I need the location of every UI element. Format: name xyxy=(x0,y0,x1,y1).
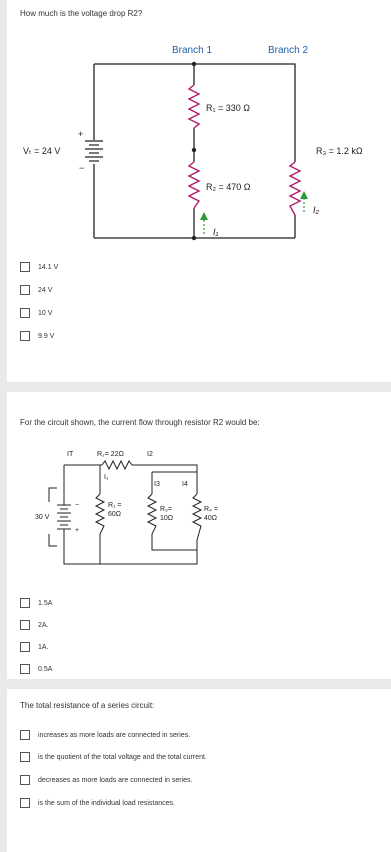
r1-label-top: R₁ = xyxy=(108,502,122,509)
answer-option[interactable] xyxy=(20,730,190,740)
question-text: How much is the voltage drop R2? xyxy=(20,9,143,18)
checkbox[interactable] xyxy=(20,798,30,808)
circuit-diagram-1 xyxy=(7,40,391,290)
battery-plus: + xyxy=(78,129,84,139)
i1-label: I₁ xyxy=(104,474,109,481)
current-arrow-i1 xyxy=(200,212,208,234)
option-label: 1A. xyxy=(38,643,49,651)
option-label: increases as more loads are connected in series. xyxy=(38,731,191,739)
i2-label: I₂ xyxy=(313,205,319,215)
battery-minus: − xyxy=(79,163,85,173)
r4-label-bottom: 40Ω xyxy=(204,515,218,522)
question-card-3 xyxy=(7,689,391,852)
junction-dot xyxy=(192,62,196,66)
option-label: 0.5A xyxy=(38,665,53,673)
r1-label-bottom: 60Ω xyxy=(108,511,122,518)
question-card-2 xyxy=(7,392,391,679)
answer-option[interactable] xyxy=(20,262,58,272)
checkbox[interactable] xyxy=(20,598,30,608)
answer-option[interactable] xyxy=(20,752,207,762)
checkbox[interactable] xyxy=(20,285,30,295)
battery-plus: + xyxy=(75,527,80,534)
checkbox[interactable] xyxy=(20,331,30,341)
answer-option[interactable] xyxy=(20,642,49,652)
junction-dot xyxy=(192,148,196,152)
option-label: 9.9 V xyxy=(38,332,55,340)
branch1-label: Branch 1 xyxy=(172,45,213,56)
answer-option[interactable] xyxy=(20,598,52,608)
option-label: 1.5A xyxy=(38,599,53,607)
option-label: decreases as more loads are connected in series. xyxy=(38,776,193,784)
checkbox[interactable] xyxy=(20,642,30,652)
it-label: IT xyxy=(67,451,74,458)
i2-label: I2 xyxy=(147,451,153,458)
answer-option[interactable] xyxy=(20,308,52,318)
checkbox[interactable] xyxy=(20,664,30,674)
question-card-1 xyxy=(7,0,391,382)
resistor-r4 xyxy=(193,494,201,540)
i3-label: I3 xyxy=(154,481,160,488)
answer-option[interactable] xyxy=(20,798,175,808)
branch2-label: Branch 2 xyxy=(268,45,309,56)
option-label: 14.1 V xyxy=(38,263,59,271)
answer-option[interactable] xyxy=(20,664,52,674)
r4-label-top: R₄ = xyxy=(204,506,218,513)
option-label: is the sum of the individual load resistances. xyxy=(38,799,175,807)
r3-label: R₃ = 1.2 kΩ xyxy=(316,146,363,156)
answer-option[interactable] xyxy=(20,331,54,341)
source-voltage-label: Vₜ = 24 V xyxy=(23,146,61,156)
r3-label-top: R₃= xyxy=(160,506,172,513)
option-label: 2A. xyxy=(38,621,49,629)
resistor-r3 xyxy=(148,494,156,534)
i4-label: I4 xyxy=(182,481,188,488)
i1-label: I₁ xyxy=(213,227,219,237)
resistor-r1 xyxy=(96,494,104,534)
junction-dot xyxy=(192,236,196,240)
source-voltage-label: 30 V xyxy=(35,514,50,521)
current-arrow-i2 xyxy=(300,191,308,212)
answer-option[interactable] xyxy=(20,285,52,295)
question-text: The total resistance of a series circuit: xyxy=(20,701,155,710)
option-label: is the quotient of the total voltage and the total current. xyxy=(38,753,207,761)
r2-label: R₂ = 470 Ω xyxy=(206,182,251,192)
question-text: For the circuit shown, the current flow through resistor R2 would be: xyxy=(20,418,260,427)
r2-label: R₂= 22Ω xyxy=(97,451,124,458)
battery-symbol xyxy=(85,141,103,161)
checkbox[interactable] xyxy=(20,730,30,740)
current-bracket-arrow xyxy=(49,534,57,546)
battery-symbol xyxy=(57,505,71,529)
circuit-diagram-2 xyxy=(7,442,391,592)
checkbox[interactable] xyxy=(20,308,30,318)
checkbox[interactable] xyxy=(20,775,30,785)
answer-option[interactable] xyxy=(20,620,49,630)
answer-option[interactable] xyxy=(20,775,192,785)
checkbox[interactable] xyxy=(20,752,30,762)
option-label: 10 V xyxy=(38,309,53,317)
r1-label: R₁ = 330 Ω xyxy=(206,103,251,113)
checkbox[interactable] xyxy=(20,262,30,272)
checkbox[interactable] xyxy=(20,620,30,630)
resistor-r2 xyxy=(189,162,199,208)
resistor-r1 xyxy=(189,85,199,128)
wires xyxy=(64,465,197,564)
option-label: 24 V xyxy=(38,286,53,294)
resistor-r3 xyxy=(290,162,300,215)
current-bracket-arrow xyxy=(49,488,57,502)
r3-label-bottom: 10Ω xyxy=(160,515,174,522)
resistor-r2 xyxy=(102,461,132,469)
battery-minus: − xyxy=(75,502,80,509)
